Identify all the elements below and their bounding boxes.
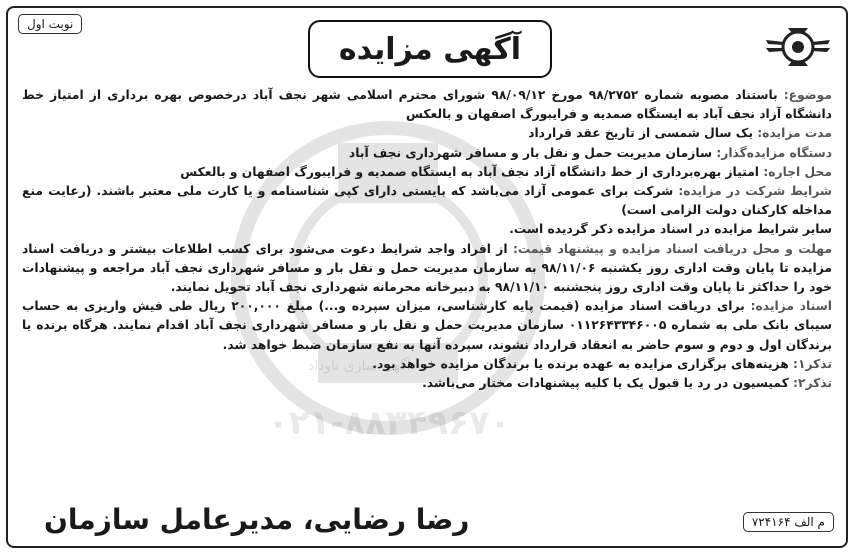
conditions-label: شرایط شرکت در مزایده:: [678, 184, 832, 199]
transport-org-logo-icon: [764, 24, 832, 70]
organizer-label: دستگاه مزایده‌گذار:: [716, 145, 832, 160]
subject-label: موضوع:: [783, 88, 832, 102]
watermark-phone: ۰۲۱-۸۸۳۴۹۶۷۰: [268, 403, 511, 443]
note1-label: تذکر۱:: [793, 356, 832, 371]
signature: رضا رضایی، مدیرعامل سازمان: [44, 503, 470, 536]
deadline-text: از افراد واجد شرایط دعوت می‌شود برای کسب اطلاعات بیشتر و دریافت اسناد مزایده تا پایان وقت اداری روز یکشنبه ۹۸/۱۱/۰۶ به سازمان مدیریت حمل و نقل بار و مسافر شهرداری نجف آباد مراجعه و پیشنهادات خود را حداکثر تا پایان وقت اداری روز پنجشنبه ۹۸/۱۱/۱۰ به دبیرخانه محرمانه شهرداری نجف آباد تحویل نمایند.: [22, 241, 832, 295]
notice-title: آگهی مزایده: [308, 20, 552, 78]
organizer-paragraph: [22, 144, 832, 163]
documents-text: برای دریافت اسناد مزایده (قیمت پایه کارشناسی، میزان سپرده و...) مبلغ ۲۰۰,۰۰۰ ریال طی فیش واریزی به حساب سیبای بانک ملی به شماره ۰۱۱۲۶۴۳۳۴۶۰۰۵ سازمان مدیریت حمل و نقل بار و مسافر شهرداری نجف آباد اقدام نمایند. هرگاه برنده یا برندگان اول و دوم و سوم حاضر به انعقاد قرارداد نشوند، سپرده آنها به نفع سازمان ضبط خواهد شد.: [22, 299, 832, 352]
deadline-label: مهلت و محل دریافت اسناد مزایده و پیشنهاد قیمت:: [512, 241, 832, 256]
duration-label: مدت مزایده:: [757, 126, 832, 141]
organizer-text: سازمان مدیریت حمل و نقل بار و مسافر شهرداری نجف آباد: [348, 145, 717, 160]
subject-text: باستناد مصوبه شماره ۹۸/۲۷۵۲ مورخ ۹۸/۰۹/۱۲ شورای محترم اسلامی شهر نجف آباد درخصوص بهره برداری از امتیاز خط دانشگاه آزاد نجف آباد به ایستگاه صمدیه و فرایبورگ اصفهان و بالعکس: [22, 88, 832, 122]
deadline-paragraph: [22, 240, 832, 298]
duration-text: یک سال شمسی از تاریخ عقد قرارداد: [528, 126, 758, 141]
conditions-paragraph: [22, 182, 832, 220]
ad-code: م الف ۷۲۴۱۶۴: [743, 512, 834, 532]
notice-round-tag: نوبت اول: [18, 14, 82, 34]
note2-text: کمیسیون در رد یا قبول یک یا کلیه پیشنهادات مختار می‌باشد.: [422, 376, 794, 391]
notice-body: [22, 86, 832, 393]
note2-label: تذکر۲:: [793, 376, 832, 391]
conditions-text: شرکت برای عمومی آزاد می‌باشد که بایستی دارای کپی شناسنامه و یا کارت ملی معتبر باشند. (رعایت منع مداخله کارکنان دولت الزامی است): [22, 184, 832, 218]
duration-paragraph: [22, 124, 832, 143]
other-conditions-paragraph: سایر شرایط مزایده در اسناد مزایده ذکر گردیده است.: [509, 222, 832, 237]
note1-text: هزینه‌های برگزاری مزایده به عهده برنده یا برندگان مزایده خواهد بود.: [372, 356, 794, 371]
notice-frame: [6, 6, 848, 548]
rental-label: محل اجاره:: [763, 164, 832, 179]
note1-paragraph: [22, 355, 832, 374]
watermark-agency-name: آگهی سازی ناوداد: [308, 358, 411, 374]
notice-header: [8, 8, 846, 86]
rental-paragraph: [22, 163, 832, 182]
rental-text: امتیاز بهره‌برداری از خط دانشگاه آزاد نجف آباد به ایستگاه صمدیه و فرایبورگ اصفهان و بالعکس: [180, 164, 764, 179]
subject-paragraph: [22, 86, 832, 124]
documents-paragraph: [22, 297, 832, 355]
note2-paragraph: [22, 374, 832, 393]
documents-label: اسناد مزایده:: [750, 299, 833, 314]
notice-footer: [14, 496, 840, 540]
